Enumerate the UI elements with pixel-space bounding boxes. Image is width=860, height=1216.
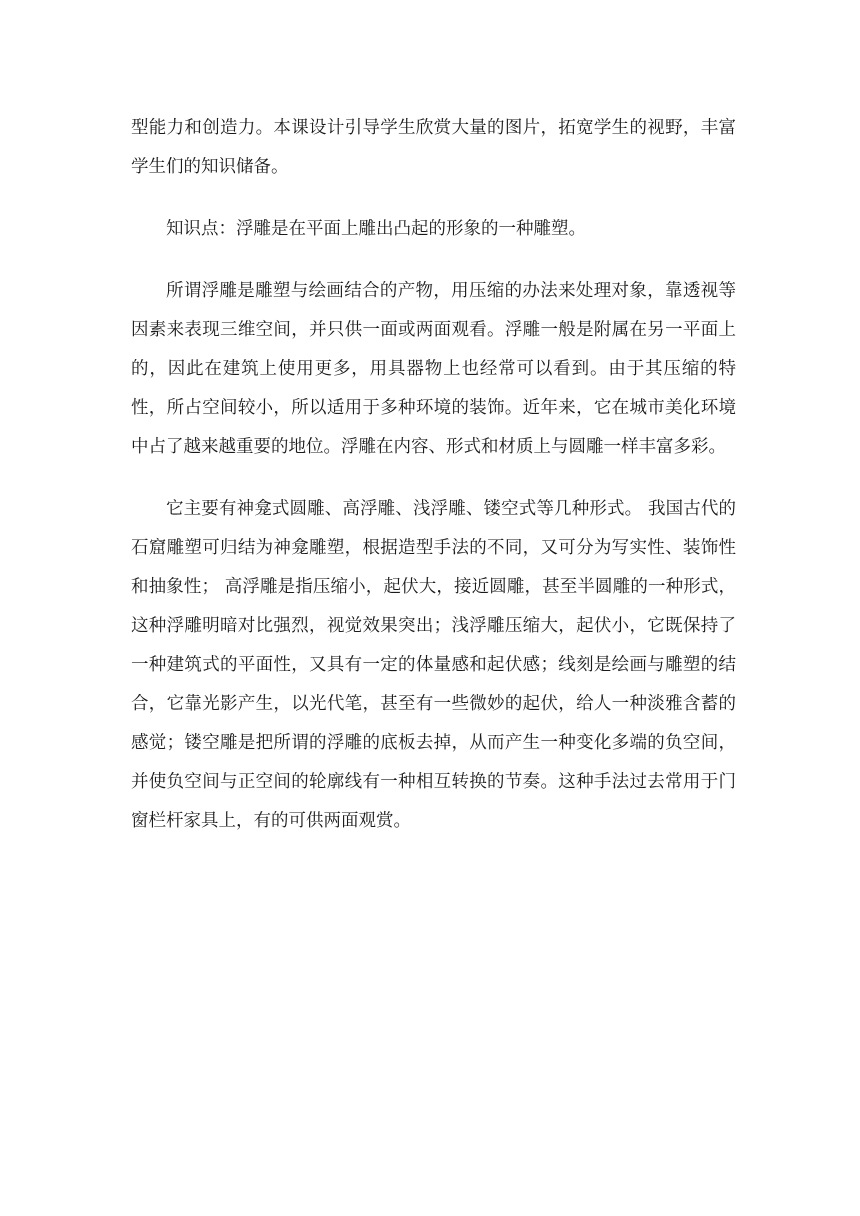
paragraph-continuation: 型能力和创造力。本课设计引导学生欣赏大量的图片，拓宽学生的视野，丰富学生们的知识储备。 bbox=[131, 118, 736, 177]
paragraph-knowledge-point: 知识点：浮雕是在平面上雕出凸起的形象的一种雕塑。 bbox=[166, 219, 586, 239]
document-body bbox=[131, 109, 736, 841]
paragraph-relief-forms: 它主要有神龛式圆雕、高浮雕、浅浮雕、镂空式等几种形式。 我国古代的石窟雕塑可归结为神龛雕塑，根据造型手法的不同，又可分为写实性、装饰性和抽象性； 高浮雕是指压缩小，起伏大，接近圆雕，甚至半圆雕的一种形式，这种浮雕明暗对比强烈，视觉效果突出；浅浮雕压缩大，起伏小，它既保持了一种建筑式的平面性，又具有一定的体量感和起伏感；线刻是绘画与雕塑的结合，它靠光影产生，以光代笔，甚至有一些微妙的起伏，给人一种淡雅含蓄的感觉；镂空雕是把所谓的浮雕的底板去掉，从而产生一种变化多端的负空间，并使负空间与正空间的轮廓线有一种相互转换的节奏。这种手法过去常用于门窗栏杆家具上，有的可供两面观赏。 bbox=[131, 499, 736, 831]
paragraph-relief-definition: 所谓浮雕是雕塑与绘画结合的产物，用压缩的办法来处理对象，靠透视等因素来表现三维空间，并只供一面或两面观看。浮雕一般是附属在另一平面上的，因此在建筑上使用更多，用具器物上也经常可以看到。由于其压缩的特性，所占空间较小，所以适用于多种环境的装饰。近年来，它在城市美化环境中占了越来越重要的地位。浮雕在内容、形式和材质上与圆雕一样丰富多彩。 bbox=[131, 281, 736, 457]
